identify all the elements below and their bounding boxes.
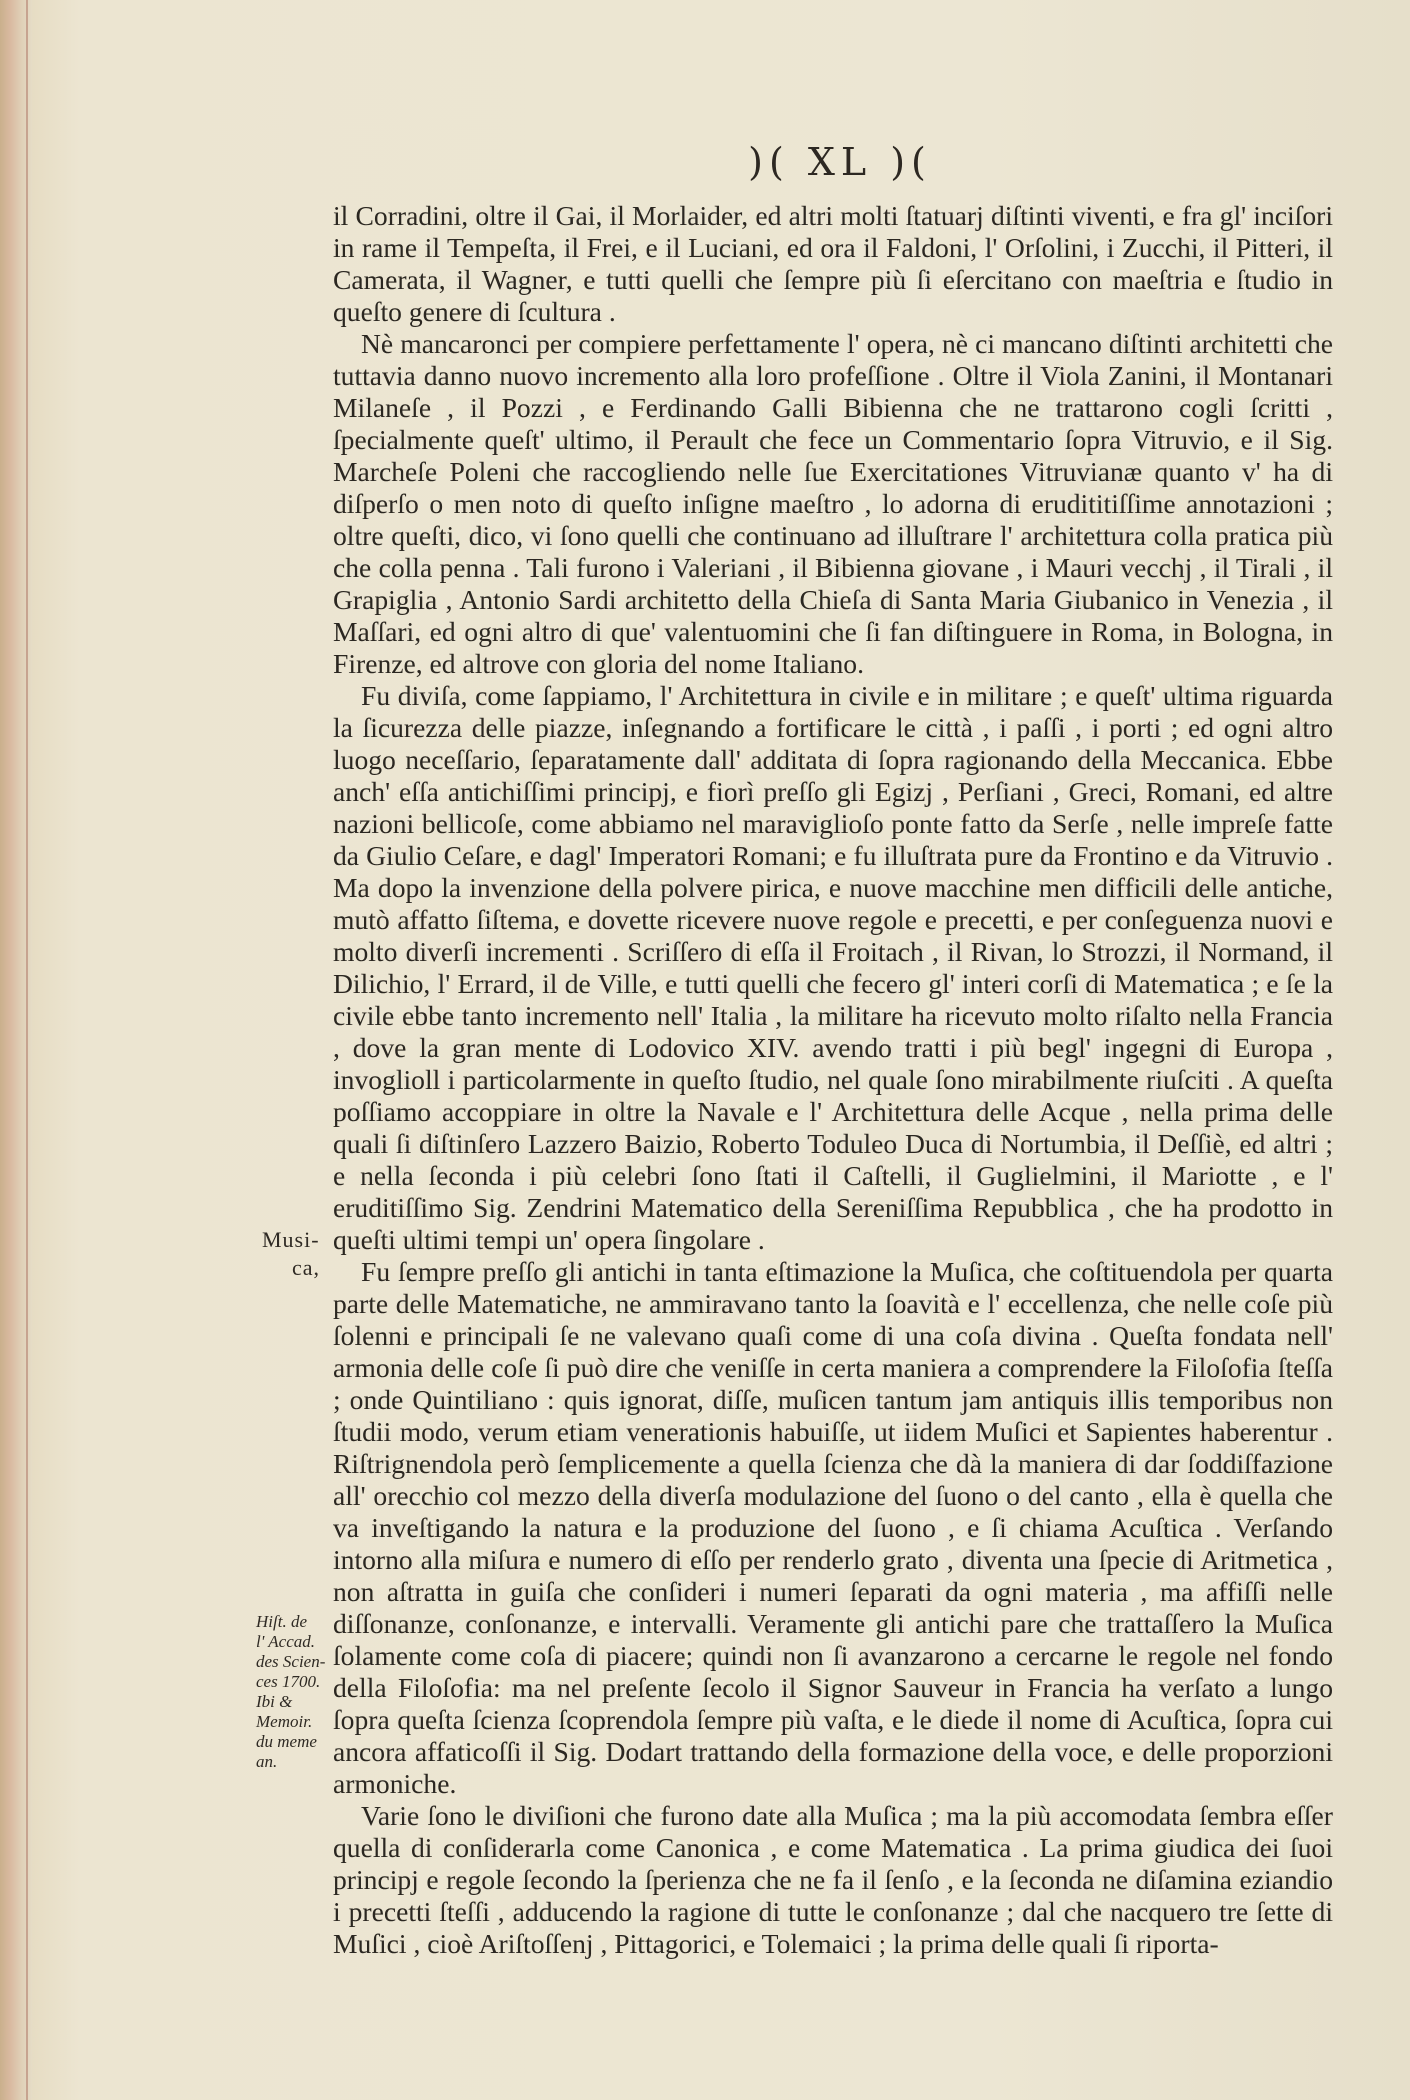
body-text [333,200,1333,1960]
paragraph-1: il Corradini, oltre il Gai, il Morlaider, ed altri molti ſtatuarj diſtinti viventi, e fra gl' inciſori in rame il Tempeſta, il Frei, e il Luciani, ed ora il Faldoni, l' Orſolini, i Zucchi, il Pitteri, il Camerata, il Wagner, e tutti quelli che ſempre più ſi eſercitano con maeſtria e ſtudio in queſto genere di ſcultura . [333,200,1333,327]
citation-line: ces 1700. [256,1672,321,1691]
citation-line: an. [256,1752,278,1771]
margin-note-musica [262,1226,320,1282]
page-header: )( XL )( [748,140,932,184]
margin-note-citation [256,1612,340,1772]
margin-musica-line-1: Musi- [262,1227,320,1252]
citation-line: du meme [256,1732,317,1751]
citation-line: des Scien- [256,1652,326,1671]
paragraph-4: Fu ſempre preſſo gli antichi in tanta eſtimazione la Muſica, che coſtituendola per quarta parte delle Matematiche, ne ammiravano tanto la ſoavità e l' eccellenza, che nelle coſe più ſolenni e principali ſe ne valevano quaſi come di una coſa divina . Queſta fondata nell' armonia delle coſe ſi può dire che veniſſe in certa maniera a comprendere la Filoſofia ſteſſa ; onde Quintiliano : quis ignorat, diſſe, muſicen tantum jam antiquis illis temporibus non ſtudii modo, verum etiam venerationis habuiſſe, ut iidem Muſici et Sapientes haberentur . Riſtrignendola però ſemplicemente a quella ſcienza che dà la maniera di dar ſoddiſfazione all' orecchio col mezzo della diverſa modulazione del ſuono o del canto , ella è quella che va inveſtigando la natura e la produzione del ſuono , e ſi chiama Acuſtica . Verſando intorno alla miſura e numero di eſſo per renderlo grato , diventa una ſpecie di Aritmetica , non aſtratta in guiſa che conſideri i numeri ſeparati da ogni materia , ma affiſſi nelle diſſonanze, conſonanze, e intervalli. Veramente gli antichi pare che trattaſſero la Muſica ſolamente come coſa di piacere; quindi non ſi avanzarono a cercarne le regole nel fondo della Filoſofia: ma nel preſente ſecolo il Signor Sauveur in Francia ha verſato a lungo ſopra queſta ſcienza ſcoprendola ſempre più vaſta, e le diede il nome di Acuſtica, ſopra cui ancora affaticoſſi il Sig. Dodart trattando della formazione della voce, e delle proporzioni armoniche. [333,1256,1333,1799]
citation-line: Ibi & [256,1692,293,1711]
margin-musica-line-2: ca, [292,1255,321,1280]
citation-line: Hiſt. de [256,1612,307,1631]
citation-line: l' Accad. [256,1632,316,1651]
paragraph-3: Fu diviſa, come ſappiamo, l' Architettura in civile e in militare ; e queſt' ultima riguarda la ſicurezza delle piazze, inſegnando a fortificare le città , i paſſi , i porti ; ed ogni altro luogo neceſſario, ſeparatamente dall' additata di ſopra ragionando della Meccanica. Ebbe anch' eſſa antichiſſimi principj, e fiorì preſſo gli Egizj , Perſiani , Greci, Romani, ed altre nazioni bellicoſe, come abbiamo nel maraviglioſo ponte fatto da Serſe , nelle impreſe fatte da Giulio Ceſare, e dagl' Imperatori Romani; e fu illuſtrata pure da Frontino e da Vitruvio . Ma dopo la invenzione della polvere pirica, e nuove macchine men difficili delle antiche, mutò affatto ſiſtema, e dovette ricevere nuove regole e precetti, e per conſeguenza nuovi e molto diverſi incrementi . Scriſſero di eſſa il Froitach , il Rivan, lo Strozzi, il Normand, il Dilichio, l' Errard, il de Ville, e tutti quelli che fecero gl' interi corſi di Matematica ; e ſe la civile ebbe tanto incremento nell' Italia , la militare ha ricevuto molto riſalto nella Francia , dove la gran mente di Lodovico XIV. avendo tratti i più begl' ingegni di Europa , invoglioll i particolarmente in queſto ſtudio, nel quale ſono mirabilmente riuſciti . A queſta poſſiamo accoppiare in oltre la Navale e l' Architettura delle Acque , nella prima delle quali ſi diſtinſero Lazzero Baizio, Roberto Toduleo Duca di Nortumbia, il Deſſiè, ed altri ; e nella ſeconda i più celebri ſono ſtati il Caſtelli, il Guglielmini, il Mariotte , e l' eruditiſſimo Sig. Zendrini Matematico della Sereniſſima Repubblica , che ha prodotto in queſti ultimi tempi un' opera ſingolare . [333,680,1333,1255]
paragraph-5: Varie ſono le diviſioni che furono date alla Muſica ; ma la più accomodata ſembra eſſer quella di conſiderarla come Canonica , e come Matematica . La prima giudica dei ſuoi principj e regole ſecondo la ſperienza che ne fa il ſenſo , e la ſeconda ne diſamina eziandio i precetti ſteſſi , adducendo la ragione di tutte le conſonanze ; dal che nacquero tre ſette di Muſici , cioè Ariſtoſſenj , Pittagorici, e Tolemaici ; la prima delle quali ſi riporta- [333,1800,1333,1959]
paragraph-2: Nè mancaronci per compiere perfettamente l' opera, nè ci mancano diſtinti architetti che tuttavia danno nuovo incremento alla loro profeſſione . Oltre il Viola Zanini, il Montanari Milaneſe , il Pozzi , e Ferdinando Galli Bibienna che ne trattarono cogli ſcritti , ſpecialmente queſt' ultimo, il Perault che fece un Commentario ſopra Vitruvio, e il Sig. Marcheſe Poleni che raccogliendo nelle ſue Exercitationes Vitruvianæ quanto v' ha di diſperſo o men noto di queſto inſigne maeſtro , lo adorna di erudititiſſime annotazioni ; oltre queſti, dico, vi ſono quelli che continuano ad illuſtrare l' architettura colla pratica più che colla penna . Tali furono i Valeriani , il Bibienna giovane , i Mauri vecchj , il Tirali , il Grapiglia , Antonio Sardi architetto della Chieſa di Santa Maria Giubanico in Venezia , il Maſſari, ed ogni altro di que' valentuomini che ſi fan diſtinguere in Roma, in Bologna, in Firenze, ed altrove con gloria del nome Italiano. [333,328,1333,679]
citation-line: Memoir. [256,1712,313,1731]
binding-line [26,0,28,2100]
